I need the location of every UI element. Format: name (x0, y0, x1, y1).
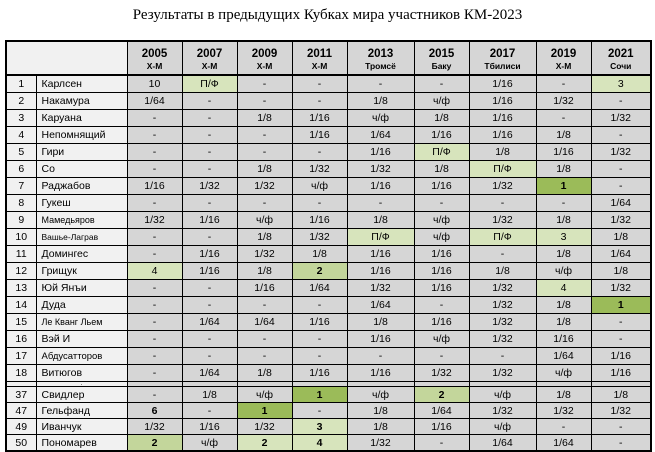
result-cell: - (536, 110, 591, 127)
row-number: 10 (6, 229, 36, 246)
result-cell: 1/8 (469, 144, 536, 161)
row-number: 50 (6, 435, 36, 452)
result-cell: 1/32 (469, 314, 536, 331)
player-name: Грищук (36, 263, 127, 280)
table-row (6, 195, 651, 212)
result-cell: 1/8 (469, 263, 536, 280)
result-cell: - (237, 127, 292, 144)
result-cell: 1/32 (469, 280, 536, 297)
result-cell: 1/8 (536, 161, 591, 178)
result-cell: 4 (292, 435, 347, 452)
result-cell: 1/8 (414, 110, 469, 127)
result-cell: 1/8 (536, 314, 591, 331)
result-cell: ч/ф (469, 419, 536, 435)
table-row (6, 365, 651, 382)
player-name: Вашье-Лаграв (36, 229, 127, 246)
col-header-city: Баку (431, 60, 452, 71)
result-cell: 2 (237, 435, 292, 452)
player-name: Домингес (36, 246, 127, 263)
result-cell: 1/32 (591, 144, 651, 161)
col-header-city: Х-М (311, 60, 328, 71)
result-cell: - (237, 93, 292, 110)
row-number: 37 (6, 387, 36, 403)
col-header-2013 (347, 41, 414, 75)
result-cell: 1/64 (414, 403, 469, 419)
row-number: 16 (6, 331, 36, 348)
result-cell: 1/8 (347, 93, 414, 110)
result-cell: 3 (536, 229, 591, 246)
result-cell: 1/8 (237, 365, 292, 382)
player-name: Юй Янъи (36, 280, 127, 297)
result-cell: 1/16 (347, 178, 414, 195)
result-cell: 1/16 (182, 419, 237, 435)
result-cell: 1/32 (591, 403, 651, 419)
col-header-city: Х-М (201, 60, 218, 71)
result-cell: П/Ф (414, 144, 469, 161)
page-title: Результаты в предыдущих Кубках мира участников КМ-2023 (132, 7, 523, 23)
result-cell: 1/32 (469, 331, 536, 348)
col-header-2005 (127, 41, 182, 75)
result-cell: П/Ф (469, 229, 536, 246)
result-cell: - (591, 314, 651, 331)
result-cell: 1/64 (469, 435, 536, 452)
result-cell: 1/16 (469, 93, 536, 110)
result-cell: П/Ф (182, 75, 237, 93)
result-cell: 1/32 (536, 93, 591, 110)
result-cell: - (237, 331, 292, 348)
table-row (6, 348, 651, 365)
col-header-year: 2013 (367, 47, 394, 60)
result-cell: 1/16 (469, 75, 536, 93)
result-cell: - (591, 127, 651, 144)
result-cell: - (127, 144, 182, 161)
result-cell: 1/32 (469, 365, 536, 382)
player-name: Гельфанд (36, 403, 127, 419)
result-cell: 1/8 (536, 246, 591, 263)
table-row (6, 246, 651, 263)
result-cell: - (182, 280, 237, 297)
table-row (6, 331, 651, 348)
result-cell: 1/64 (347, 297, 414, 314)
result-cell: 1/16 (182, 212, 237, 229)
result-cell: 1/32 (414, 365, 469, 382)
player-name: Непомнящий (36, 127, 127, 144)
row-number: 13 (6, 280, 36, 297)
result-cell: 1/32 (347, 161, 414, 178)
result-cell: 1/16 (182, 263, 237, 280)
col-header-2011 (292, 41, 347, 75)
result-cell: 1/8 (237, 110, 292, 127)
row-number: 6 (6, 161, 36, 178)
result-cell: 1/32 (292, 161, 347, 178)
result-cell: - (536, 195, 591, 212)
result-cell: - (182, 161, 237, 178)
result-cell: 1/8 (347, 419, 414, 435)
player-name: Абдусатторов (36, 348, 127, 365)
col-header-2015 (414, 41, 469, 75)
result-cell: ч/ф (414, 229, 469, 246)
result-cell: 2 (414, 387, 469, 403)
result-cell: - (591, 93, 651, 110)
result-cell: - (347, 348, 414, 365)
result-cell: 1/8 (237, 161, 292, 178)
result-cell: 1/8 (182, 387, 237, 403)
row-number: 4 (6, 127, 36, 144)
result-cell: - (414, 348, 469, 365)
result-cell: - (292, 144, 347, 161)
result-cell: - (292, 331, 347, 348)
col-header-year: 2007 (196, 47, 223, 60)
result-cell: 1/64 (182, 314, 237, 331)
result-cell: ч/ф (536, 365, 591, 382)
result-cell: 1/16 (347, 246, 414, 263)
result-cell: 1/32 (127, 212, 182, 229)
table-row (6, 403, 651, 419)
result-cell: - (237, 297, 292, 314)
result-cell: 2 (292, 263, 347, 280)
result-cell: ч/ф (237, 387, 292, 403)
result-cell: 6 (127, 403, 182, 419)
table-row (6, 419, 651, 435)
row-number: 49 (6, 419, 36, 435)
result-cell: 1/32 (536, 403, 591, 419)
result-cell: - (414, 75, 469, 93)
result-cell: 1/8 (536, 127, 591, 144)
col-header-year: 2015 (428, 47, 455, 60)
result-cell: 1/64 (347, 127, 414, 144)
header-row (6, 41, 651, 75)
result-cell: 1/16 (469, 110, 536, 127)
col-header-2017 (469, 41, 536, 75)
result-cell: 1/16 (347, 144, 414, 161)
result-cell: - (469, 348, 536, 365)
table-row (6, 93, 651, 110)
table-row (6, 144, 651, 161)
table-row (6, 314, 651, 331)
result-cell: - (292, 348, 347, 365)
result-cell: - (127, 348, 182, 365)
result-cell: 1/16 (414, 280, 469, 297)
result-cell: 1/8 (292, 246, 347, 263)
result-cell: - (237, 348, 292, 365)
result-cell: - (591, 419, 651, 435)
result-cell: 1/16 (292, 110, 347, 127)
player-name: Дуда (36, 297, 127, 314)
result-cell: 1/32 (237, 419, 292, 435)
result-cell: - (127, 246, 182, 263)
row-number: 8 (6, 195, 36, 212)
player-name: Накамура (36, 93, 127, 110)
col-header-year: 2021 (607, 47, 634, 60)
result-cell: - (292, 93, 347, 110)
row-number: 18 (6, 365, 36, 382)
table-row (6, 212, 651, 229)
result-cell: - (182, 297, 237, 314)
row-number: 7 (6, 178, 36, 195)
col-header-city: Сочи (610, 60, 632, 71)
result-cell: 1/16 (182, 246, 237, 263)
result-cell: 1/8 (591, 263, 651, 280)
result-cell: - (292, 403, 347, 419)
result-cell: 1/16 (237, 280, 292, 297)
row-number: 5 (6, 144, 36, 161)
result-cell: 1/8 (347, 314, 414, 331)
result-cell: 1/8 (237, 229, 292, 246)
result-cell: 2 (127, 435, 182, 452)
player-name: Гукеш (36, 195, 127, 212)
col-header-2021 (591, 41, 651, 75)
result-cell: 1/8 (536, 297, 591, 314)
result-cell: 1 (591, 297, 651, 314)
corner-cell (6, 41, 127, 75)
result-cell: - (591, 178, 651, 195)
result-cell: 1/16 (414, 314, 469, 331)
col-header-year: 2019 (550, 47, 577, 60)
row-number: 12 (6, 263, 36, 280)
result-cell: 1/32 (292, 229, 347, 246)
result-cell: - (127, 229, 182, 246)
row-number: 2 (6, 93, 36, 110)
result-cell: - (127, 161, 182, 178)
player-name: Иванчук (36, 419, 127, 435)
result-cell: 1/64 (237, 314, 292, 331)
row-number: 3 (6, 110, 36, 127)
result-cell: ч/ф (414, 93, 469, 110)
result-cell: 1/32 (469, 403, 536, 419)
result-cell: 1/16 (469, 127, 536, 144)
result-cell: 1/16 (414, 178, 469, 195)
result-cell: 1/32 (237, 246, 292, 263)
result-cell: ч/ф (182, 435, 237, 452)
result-cell: 1/8 (414, 161, 469, 178)
result-cell: ч/ф (237, 212, 292, 229)
result-cell: 1/16 (414, 127, 469, 144)
result-cell: 1/64 (182, 365, 237, 382)
row-number: 9 (6, 212, 36, 229)
separator-cell: . (36, 382, 127, 387)
result-cell: 1/32 (591, 280, 651, 297)
result-cell: 3 (591, 75, 651, 93)
result-cell: - (182, 195, 237, 212)
result-cell: 10 (127, 75, 182, 93)
player-name: Раджабов (36, 178, 127, 195)
result-cell: П/Ф (347, 229, 414, 246)
result-cell: - (591, 161, 651, 178)
result-cell: 1/8 (347, 212, 414, 229)
result-cell: 1/16 (127, 178, 182, 195)
table-row (6, 263, 651, 280)
player-name: Со (36, 161, 127, 178)
result-cell: 1/8 (536, 212, 591, 229)
result-cell: 1/32 (127, 419, 182, 435)
result-cell: 1/16 (292, 127, 347, 144)
result-cell: 1/64 (292, 280, 347, 297)
result-cell: ч/ф (536, 263, 591, 280)
col-header-year: 2005 (141, 47, 168, 60)
row-number: 17 (6, 348, 36, 365)
result-cell: 1/32 (469, 178, 536, 195)
result-cell: - (127, 365, 182, 382)
row-number: 11 (6, 246, 36, 263)
player-name: Свидлер (36, 387, 127, 403)
result-cell: - (347, 195, 414, 212)
result-cell: - (182, 110, 237, 127)
table-row (6, 75, 651, 93)
col-header-year: 2009 (251, 47, 278, 60)
result-cell: 1/32 (591, 212, 651, 229)
result-cell: 1/32 (182, 178, 237, 195)
player-name: Витюгов (36, 365, 127, 382)
result-cell: - (127, 195, 182, 212)
result-cell: - (182, 127, 237, 144)
result-cell: - (414, 435, 469, 452)
table-row (6, 280, 651, 297)
result-cell: 1/16 (414, 263, 469, 280)
result-cell: 1/8 (347, 403, 414, 419)
result-cell: 1/16 (536, 144, 591, 161)
result-cell: 1/32 (591, 110, 651, 127)
row-number: 47 (6, 403, 36, 419)
result-cell: - (182, 93, 237, 110)
result-cell: - (182, 403, 237, 419)
result-cell: - (237, 195, 292, 212)
col-header-year: 2017 (489, 47, 516, 60)
result-cell: - (292, 297, 347, 314)
col-header-2019 (536, 41, 591, 75)
result-cell: - (127, 127, 182, 144)
col-header-city: Тромсё (365, 60, 396, 71)
table-row (6, 297, 651, 314)
result-cell: - (469, 195, 536, 212)
result-cell: 1/32 (469, 297, 536, 314)
result-cell: ч/ф (469, 387, 536, 403)
result-cell: ч/ф (292, 178, 347, 195)
result-cell: - (127, 297, 182, 314)
table-row (6, 127, 651, 144)
result-cell: - (182, 229, 237, 246)
table-row (6, 229, 651, 246)
result-cell: 1/64 (591, 246, 651, 263)
table-row (6, 161, 651, 178)
col-header-2009 (237, 41, 292, 75)
player-name: Гири (36, 144, 127, 161)
result-cell: - (469, 246, 536, 263)
col-header-city: Х-М (256, 60, 273, 71)
result-cell: - (182, 331, 237, 348)
result-cell: 1/16 (292, 365, 347, 382)
result-cell: 1/16 (414, 419, 469, 435)
result-cell: 4 (536, 280, 591, 297)
result-cell: 1/16 (292, 314, 347, 331)
col-header-year: 2011 (307, 47, 332, 60)
col-header-city: Х-М (146, 60, 163, 71)
table-row (6, 178, 651, 195)
result-cell: - (591, 331, 651, 348)
result-cell: ч/ф (347, 110, 414, 127)
row-number: 1 (6, 75, 36, 93)
table-row (6, 110, 651, 127)
result-cell: - (414, 297, 469, 314)
result-cell: 1/16 (292, 212, 347, 229)
result-cell: 1/16 (591, 348, 651, 365)
result-cell: - (127, 314, 182, 331)
result-cell: 1/32 (237, 178, 292, 195)
result-cell: 1/16 (347, 331, 414, 348)
results-table (5, 40, 652, 452)
result-cell: 1/8 (536, 387, 591, 403)
result-cell: - (127, 110, 182, 127)
player-name: Вэй И (36, 331, 127, 348)
result-cell: ч/ф (414, 331, 469, 348)
table-row (6, 387, 651, 403)
result-cell: - (237, 144, 292, 161)
result-cell: 1/16 (414, 246, 469, 263)
col-header-city: Тбилиси (484, 60, 521, 71)
player-name: Пономарев (36, 435, 127, 452)
result-cell: - (536, 419, 591, 435)
result-cell: 1/64 (536, 435, 591, 452)
result-cell: 1/32 (347, 280, 414, 297)
result-cell: 1/8 (237, 263, 292, 280)
result-cell: 1/16 (591, 365, 651, 382)
row-number: 14 (6, 297, 36, 314)
result-cell: - (127, 331, 182, 348)
col-header-2007 (182, 41, 237, 75)
result-cell: 1/64 (591, 195, 651, 212)
row-number: 15 (6, 314, 36, 331)
result-cell: 1 (536, 178, 591, 195)
result-cell: 1/16 (536, 331, 591, 348)
result-cell: 4 (127, 263, 182, 280)
result-cell: 1/32 (347, 435, 414, 452)
table-row (6, 435, 651, 452)
result-cell: - (536, 75, 591, 93)
player-name: Мамедьяров (36, 212, 127, 229)
result-cell: 1/32 (469, 212, 536, 229)
result-cell: 3 (292, 419, 347, 435)
result-cell: ч/ф (414, 212, 469, 229)
result-cell: - (347, 75, 414, 93)
player-name: Карлсен (36, 75, 127, 93)
result-cell: 1/8 (591, 229, 651, 246)
result-cell: - (127, 387, 182, 403)
result-cell: ч/ф (347, 387, 414, 403)
result-cell: - (292, 75, 347, 93)
result-cell: П/Ф (469, 161, 536, 178)
result-cell: - (127, 280, 182, 297)
result-cell: - (591, 435, 651, 452)
result-cell: - (292, 195, 347, 212)
result-cell: 1 (237, 403, 292, 419)
player-name: Ле Кванг Льем (36, 314, 127, 331)
result-cell: 1/64 (536, 348, 591, 365)
col-header-city: Х-М (555, 60, 572, 71)
result-cell: - (237, 75, 292, 93)
result-cell: - (182, 348, 237, 365)
result-cell: - (414, 195, 469, 212)
result-cell: 1 (292, 387, 347, 403)
result-cell: 1/64 (127, 93, 182, 110)
result-cell: 1/16 (347, 365, 414, 382)
result-cell: - (182, 144, 237, 161)
result-cell: 1/16 (347, 263, 414, 280)
result-cell: 1/8 (591, 387, 651, 403)
player-name: Каруана (36, 110, 127, 127)
